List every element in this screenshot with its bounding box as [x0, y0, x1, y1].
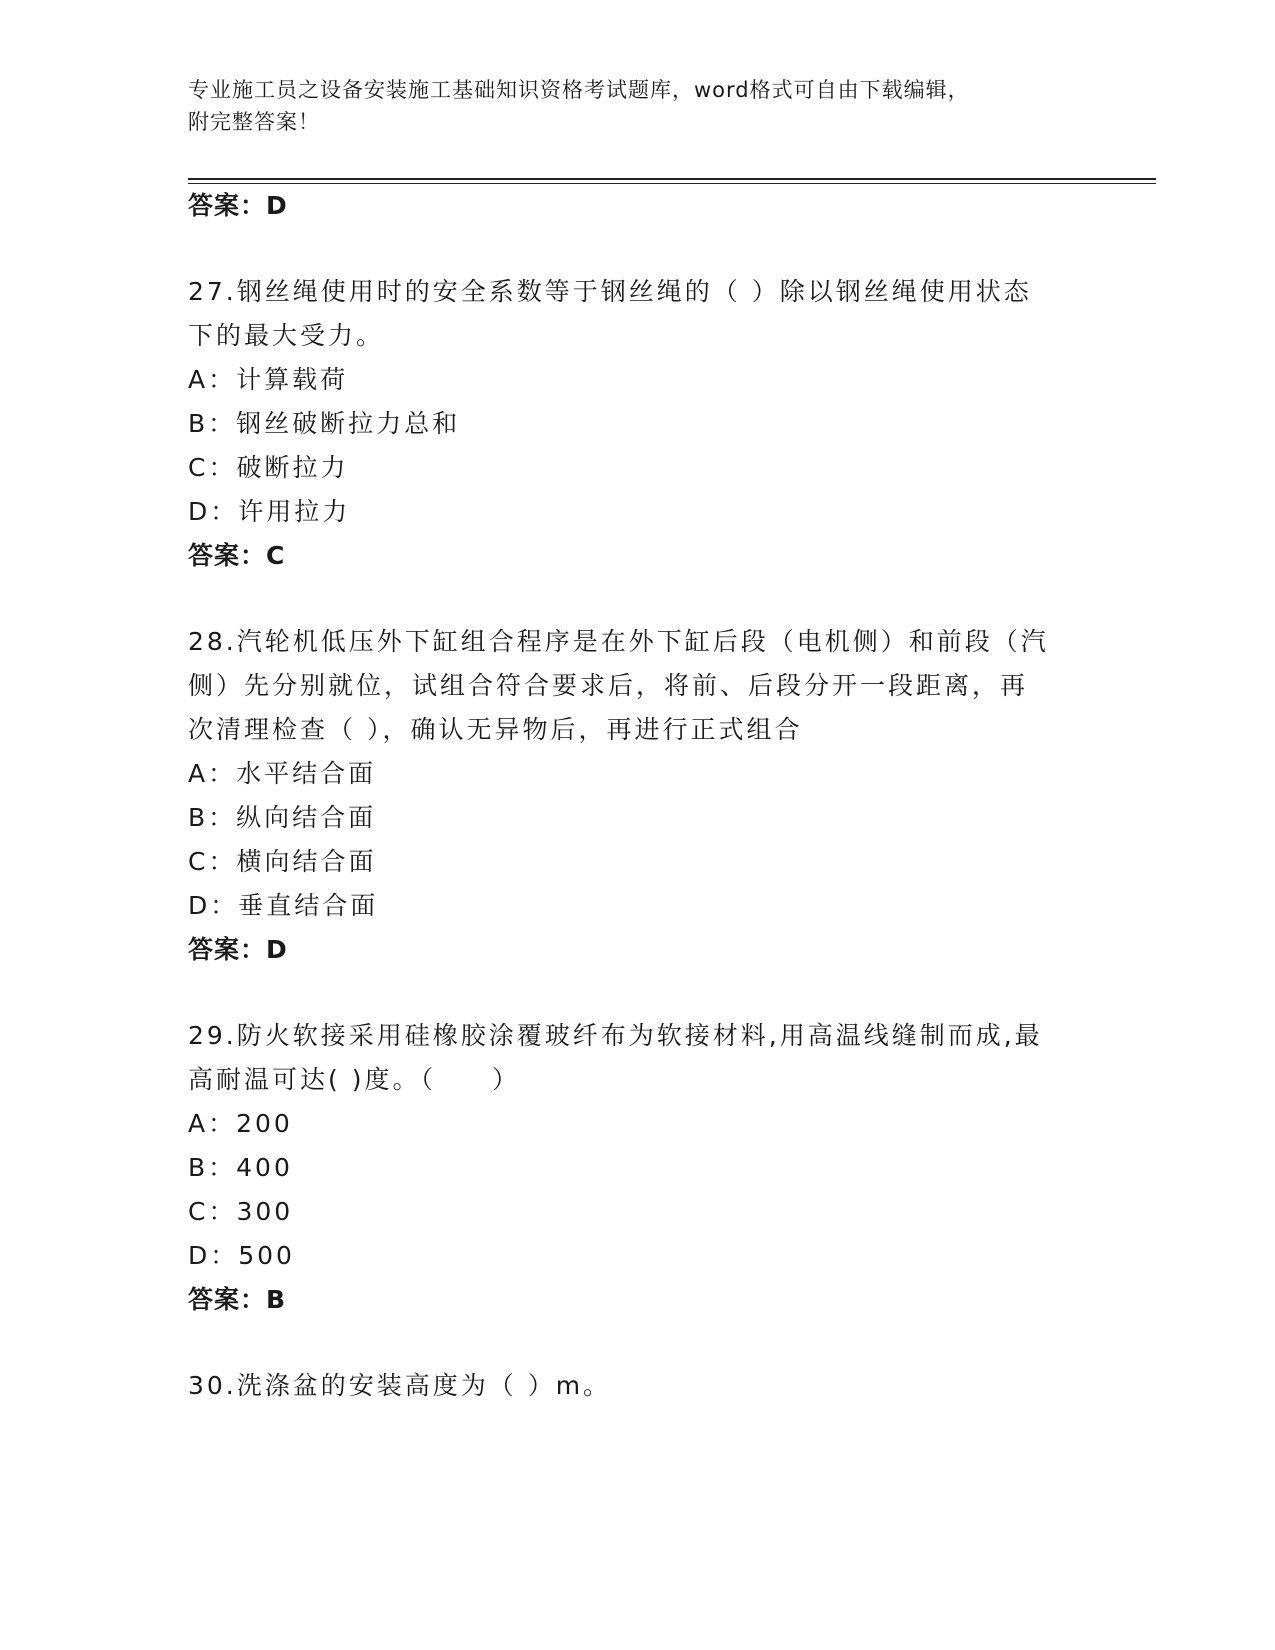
question-27-option-d: D：许用拉力 — [188, 497, 351, 526]
question-28-option-d: D：垂直结合面 — [188, 891, 379, 920]
question-28-option-b: B：纵向结合面 — [188, 803, 377, 832]
answer-29: 答案：B — [188, 1285, 287, 1314]
question-28-stem-line-2: 侧）先分别就位，试组合符合要求后，将前、后段分开一段距离，再 — [188, 671, 1029, 700]
question-30-stem-line-1: 30.洗涤盆的安装高度为（ ）m。 — [188, 1371, 612, 1400]
page-header — [188, 74, 1088, 138]
question-27-option-c: C：破断拉力 — [188, 453, 349, 482]
question-28-stem-line-3: 次清理检查（ ），确认无异物后，再进行正式组合 — [188, 715, 803, 744]
question-29-option-d: D：500 — [188, 1241, 295, 1270]
question-29-stem-line-2: 高耐温可达( )度。（ ） — [188, 1065, 520, 1094]
header-divider-thin — [188, 183, 1156, 184]
question-27-option-b: B：钢丝破断拉力总和 — [188, 409, 461, 438]
question-29-option-c: C：300 — [188, 1197, 294, 1226]
answer-27: 答案：C — [188, 541, 286, 570]
answer-26: 答案：D — [188, 191, 288, 220]
question-28-stem-line-1: 28.汽轮机低压外下缸组合程序是在外下缸后段（电机侧）和前段（汽 — [188, 627, 1049, 656]
header-line-1: 专业施工员之设备安装施工基础知识资格考试题库，word格式可自由下载编辑， — [188, 78, 970, 102]
question-29-stem-line-1: 29.防火软接采用硅橡胶涂覆玻纤布为软接材料,用高温线缝制而成,最 — [188, 1021, 1043, 1050]
question-29-option-b: B：400 — [188, 1153, 293, 1182]
question-27-stem-line-2: 下的最大受力。 — [188, 321, 385, 350]
question-27-stem-line-1: 27.钢丝绳使用时的安全系数等于钢丝绳的（ ）除以钢丝绳使用状态 — [188, 277, 1032, 306]
answer-28: 答案：D — [188, 935, 288, 964]
header-line-2: 附完整答案！ — [188, 110, 320, 134]
question-28-option-c: C：横向结合面 — [188, 847, 377, 876]
question-27-option-a: A：计算载荷 — [188, 365, 349, 394]
header-divider-thick — [188, 178, 1156, 180]
question-28-option-a: A：水平结合面 — [188, 759, 377, 788]
question-29-option-a: A：200 — [188, 1109, 293, 1138]
